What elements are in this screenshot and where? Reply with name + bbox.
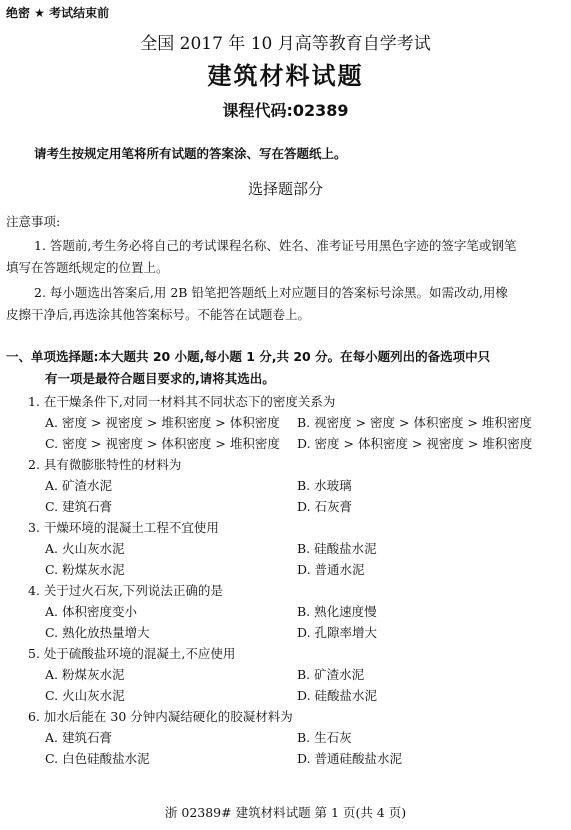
option-b: B. 水玻璃 — [297, 478, 352, 493]
course-code: 课程代码:02389 — [222, 101, 349, 120]
exam-title: 全国 2017 年 10 月高等教育自学考试 — [140, 34, 431, 54]
option-c: C. 熟化放热量增大 — [45, 625, 150, 640]
option-b: B. 硅酸盐水泥 — [297, 541, 377, 556]
option-b: B. 视密度 > 密度 > 体积密度 > 堆积密度 — [297, 415, 532, 430]
option-a: A. 体积密度变小 — [45, 604, 137, 619]
option-c: C. 密度 > 视密度 > 体积密度 > 堆积密度 — [45, 436, 280, 451]
notes-heading: 注意事项: — [6, 214, 61, 229]
section-1-heading: 一、单项选择题:本大题共 20 小题,每小题 1 分,共 20 分。在每小题列出的备选项中只 — [6, 349, 491, 364]
question-stem: 5. 处于硫酸盐环境的混凝土,不应使用 — [28, 646, 236, 661]
page-footer: 浙 02389# 建筑材料试题 第 1 页(共 4 页) — [164, 805, 407, 820]
option-b: B. 矿渣水泥 — [297, 667, 365, 682]
note-2-line-1: 2. 每小题选出答案后,用 2B 铅笔把答题纸上对应题目的答案标号涂黑。如需改动,用橡 — [34, 285, 508, 300]
question-stem: 3. 干燥环境的混凝土工程不宜使用 — [28, 520, 219, 535]
part-title: 选择题部分 — [247, 180, 323, 198]
option-c: C. 建筑石膏 — [45, 499, 113, 514]
option-d: D. 密度 > 体积密度 > 视密度 > 堆积密度 — [297, 436, 533, 451]
option-a: A. 火山灰水泥 — [45, 541, 125, 556]
option-a: A. 粉煤灰水泥 — [45, 667, 125, 682]
note-2-line-2: 皮擦干净后,再选涂其他答案标号。不能答在试题卷上。 — [6, 307, 310, 322]
option-d: D. 普通水泥 — [297, 562, 365, 577]
option-b: B. 生石灰 — [297, 730, 352, 745]
question-stem: 1. 在干燥条件下,对同一材料其不同状态下的密度关系为 — [28, 394, 336, 409]
option-a: A. 建筑石膏 — [45, 730, 112, 745]
subject-title: 建筑材料试题 — [207, 62, 364, 90]
answer-instruction: 请考生按规定用笔将所有试题的答案涂、写在答题纸上。 — [34, 146, 347, 161]
note-1-line-2: 填写在答题纸规定的位置上。 — [6, 260, 169, 275]
question-stem: 2. 具有微膨胀特性的材料为 — [28, 457, 182, 472]
note-1-line-1: 1. 答题前,考生务必将自己的考试课程名称、姓名、准考证号用黑色字迹的签字笔或钢笔 — [34, 238, 517, 253]
option-d: D. 硅酸盐水泥 — [297, 688, 378, 703]
question-stem: 6. 加水后能在 30 分钟内凝结硬化的胶凝材料为 — [28, 709, 293, 724]
option-b: B. 熟化速度慢 — [297, 604, 377, 619]
option-d: D. 孔隙率增大 — [297, 625, 378, 640]
option-a: A. 密度 > 视密度 > 堆积密度 > 体积密度 — [45, 415, 280, 430]
option-c: C. 火山灰水泥 — [45, 688, 125, 703]
question-stem: 4. 关于过火石灰,下列说法正确的是 — [28, 583, 223, 598]
section-1-heading-cont: 有一项是最符合题目要求的,请将其选出。 — [45, 371, 275, 386]
option-a: A. 矿渣水泥 — [45, 478, 112, 493]
option-d: D. 石灰膏 — [297, 499, 353, 514]
confidential-label: 绝密 ★ 考试结束前 — [6, 6, 110, 20]
option-c: C. 粉煤灰水泥 — [45, 562, 125, 577]
option-c: C. 白色硅酸盐水泥 — [45, 751, 150, 766]
option-d: D. 普通硅酸盐水泥 — [297, 751, 403, 766]
